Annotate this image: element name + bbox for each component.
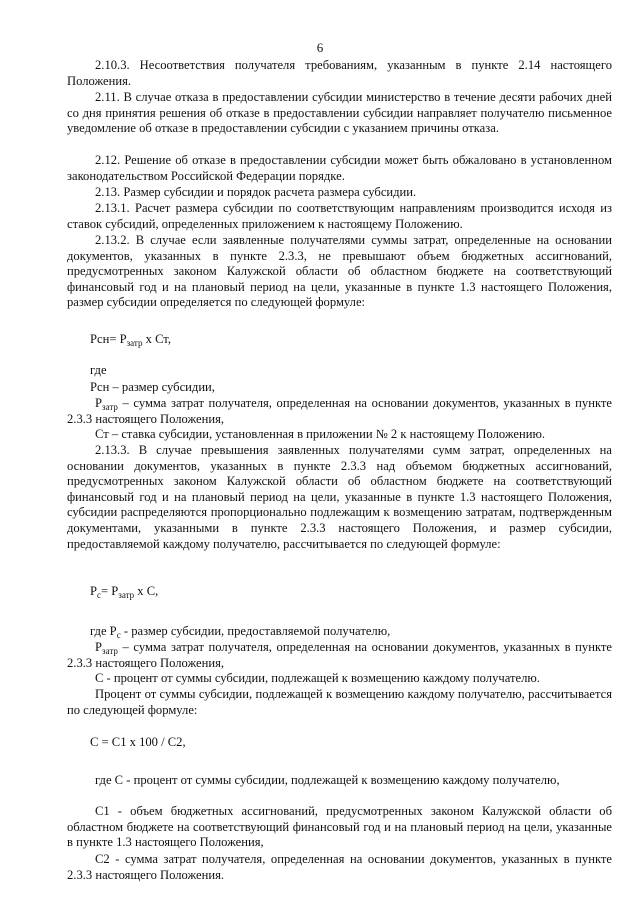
definition-c1: С1 - объем бюджетных ассигнований, предусмотренных законом Калужской области об областном бюджете на соответствующий финансовый год и на плановый период на цели, указанные в пункте 1.3 настоящего Положения,	[67, 804, 612, 850]
paragraph-2-13-2: 2.13.2. В случае если заявленные получателями суммы затрат, определенные на основании документов, указанных в пункте 2.3.3, не превышают объем бюджетных ассигнований, предусмотренных законом Калужской области об областном бюджете на соответствующий финансовый год и на плановый период на цели, указанные в пункте 1.3 настоящего Положения, размер субсидии определяется по следующей формуле:	[67, 233, 612, 310]
paragraph-percent: Процент от суммы субсидии, подлежащей к возмещению каждому получателю, рассчитывается по следующей формуле:	[67, 687, 612, 717]
definition-rsn: Рсн – размер субсидии,	[90, 380, 215, 394]
paragraph-2-13-3: 2.13.3. В случае превышения заявленных получателями сумм затрат, определенных на основании документов, указанных в пункте 2.3.3 над объемом бюджетных ассигнований, предусмотренных законом Калужской области об областном бюджете на соответствующий финансовый год и на плановый период на цели, указанные в пункте 1.3 настоящего Положения, субсидии распределяются пропорционально подлежащим к возмещению затратам, подтвержденным документами, указанными в пункте 2.3.3 настоящего Положения, и размер субсидии, предоставляемой каждому получателю, рассчитывается по следующей формуле:	[67, 443, 612, 551]
formula-2: $Р_с= Р_{затр}$ х С,	[90, 584, 159, 600]
formula-1: $Рсн= Р_{затр}$ х Ст,	[90, 332, 172, 348]
paragraph-2-13: 2.13. Размер субсидии и порядок расчета размера субсидии.	[95, 185, 417, 199]
definition-rc: где $Р_с$ - размер субсидии, предоставляемой получателю,	[90, 624, 391, 640]
definition-c-2: где С - процент от суммы субсидии, подлежащей к возмещению каждому получателю,	[95, 773, 560, 787]
paragraph-2-10-3: 2.10.3. Несоответствия получателя требованиям, указанным в пункте 2.14 настоящего Положения.	[67, 58, 612, 88]
paragraph-2-12: 2.12. Решение об отказе в предоставлении субсидии может быть обжаловано в установленном законодательством Российской Федерации порядке.	[67, 153, 612, 183]
formula-3: С = С1 х 100 / С2,	[90, 735, 186, 749]
definition-c2: С2 - сумма затрат получателя, определенная на основании документов, указанных в пункте 2.3.3 настоящего Положения.	[67, 852, 612, 882]
definition-st: Ст – ставка субсидии, установленная в приложении № 2 к настоящему Положению.	[95, 427, 546, 441]
where-label-1: где	[90, 363, 107, 377]
definition-c: С - процент от суммы субсидии, подлежащей к возмещению каждому получателю.	[95, 671, 540, 685]
paragraph-2-13-1: 2.13.1. Расчет размера субсидии по соответствующим направлениям производится исходя из ставок субсидий, определенных приложением к настоящему Положению.	[67, 201, 612, 231]
definition-rzatr-2: $Р_{затр}$ – сумма затрат получателя, определенная на основании документов, указанных в пункте 2.3.3 настоящего Положения,	[67, 640, 612, 670]
paragraph-2-11: 2.11. В случае отказа в предоставлении субсидии министерство в течение десяти рабочих дней со дня принятия решения об отказе в предоставлении субсидии направляет получателю письменное уведомление об отказе в предоставлении субсидии с указанием причины отказа.	[67, 90, 612, 136]
definition-rzatr-1: $Р_{затр}$ – сумма затрат получателя, определенная на основании документов, указанных в пункте 2.3.3 настоящего Положения,	[67, 396, 612, 426]
page-number: 6	[316, 40, 324, 55]
